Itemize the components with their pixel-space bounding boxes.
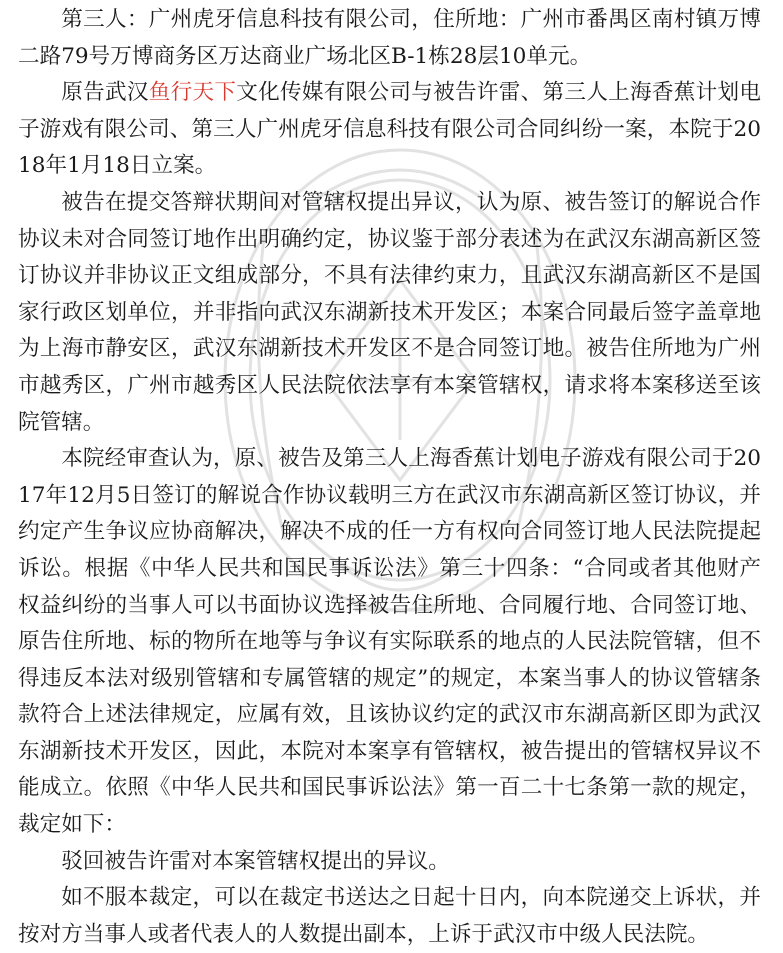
- paragraph-case-filing: [18, 75, 761, 185]
- paragraph-defendant-objection: 被告在提交答辩状期间对管辖权提出异议，认为原、被告签订的解说合作协议未对合同签订地作出明确约定，协议鉴于部分表述为在武汉东湖高新区签订协议并非协议正文组成部分，不具有法律约束力，且武汉东湖高新区不是国家行政区划单位，并非指向武汉东湖新技术开发区；本案合同最后签字盖章地为上海市静安区，武汉东湖新技术开发区不是合同签订地。被告住所地为广州市越秀区，广州市越秀区人民法院依法享有本案管辖权，请求将本案移送至该院管辖。: [18, 189, 761, 435]
- paragraph-ruling: 驳回被告许雷对本案管辖权提出的异议。: [61, 848, 450, 874]
- paragraph-court-review: 本院经审查认为，原、被告及第三人上海香蕉计划电子游戏有限公司于2017年12月5日签订的解说合作协议载明三方在武汉市东湖高新区签订协议，并约定产生争议应协商解决，解决不成的任一方有权向合同签订地人民法院提起诉讼。根据《中华人民共和国民事诉讼法》第三十四条：“合同或者其他财产权益纠纷的当事人可以书面协议选择被告住所地、合同履行地、合同签订地、原告住所地、标的物所在地等与争议有实际联系的地点的人民法院管辖，但不得违反本法对级别管辖和专属管辖的规定”的规定，本案当事人的协议管辖条款符合上述法律规定，应属有效，且该协议约定的武汉市东湖高新区即为武汉东湖新技术开发区，因此，本院对本案享有管辖权，被告提出的管辖权异议不能成立。依照《中华人民共和国民事诉讼法》第一百二十七条第一款的规定，裁定如下：: [18, 446, 761, 838]
- case-filing-rest: 文化传媒有限公司与被告许雷、第三人上海香蕉计划电子游戏有限公司、第三人广州虎牙信息科技有限公司合同纠纷一案，本院于2018年1月18日立案。: [18, 80, 761, 179]
- highlighted-keyword: 鱼行天下: [148, 80, 237, 106]
- plaintiff-prefix: 原告武汉: [61, 80, 149, 106]
- paragraph-appeal-notice: 如不服本裁定，可以在裁定书送达之日起十日内，向本院递交上诉状，并按对方当事人或者代表人的人数提出副本，上诉于武汉市中级人民法院。: [18, 885, 761, 947]
- paragraph-third-party: 第三人：广州虎牙信息科技有限公司，住所地：广州市番禺区南村镇万博二路79号万博商务区万达商业广场北区B-1栋28层10单元。: [18, 7, 761, 69]
